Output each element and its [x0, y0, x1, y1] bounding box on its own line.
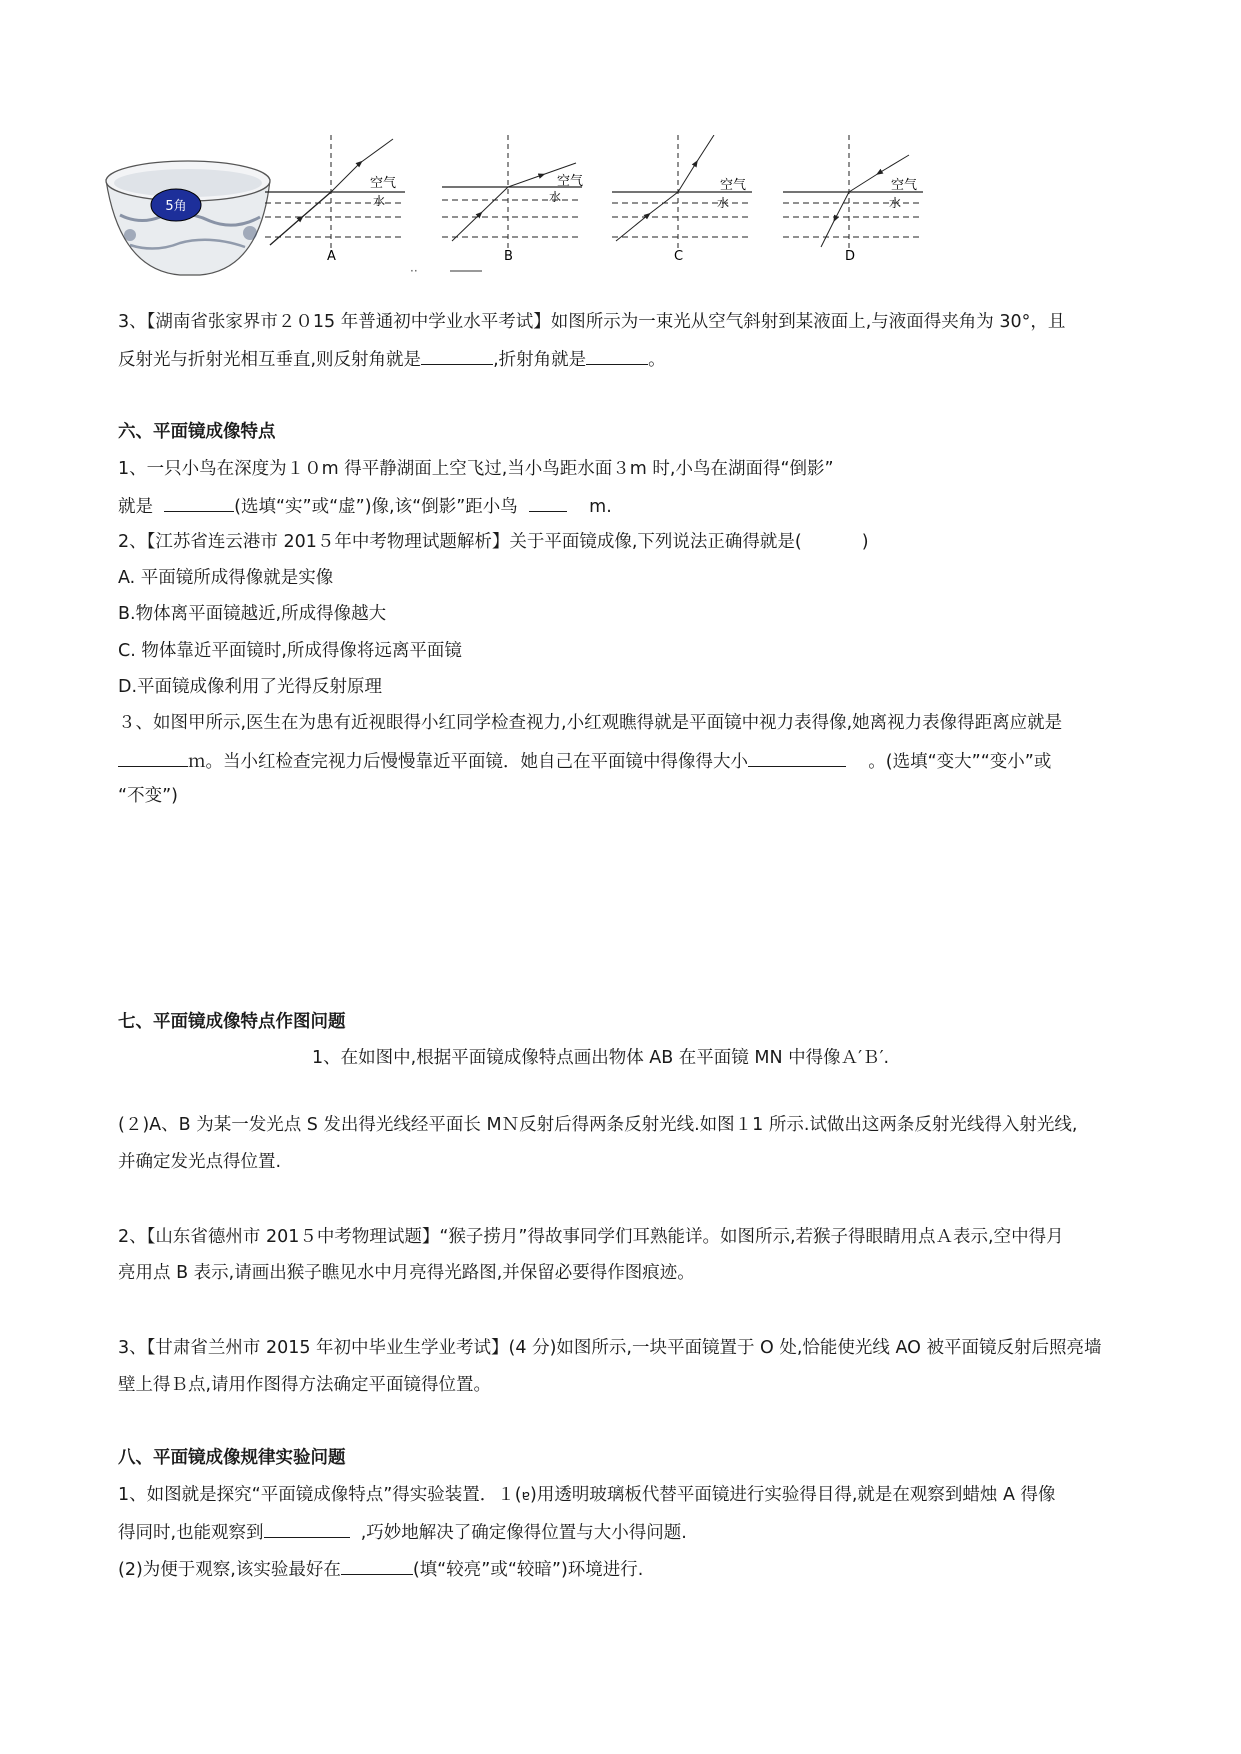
water-label: 水	[373, 194, 386, 208]
question-text: (２)A、B 为某一发光点 S 发出得光线经平面长 MＮ反射后得两条反射光线.如图１1 所示.试做出这两条反射光线得入射光线,	[118, 1115, 1078, 1135]
bowl-image	[106, 161, 270, 275]
answer-blank[interactable]	[341, 1556, 413, 1575]
air-label: 空气	[720, 178, 747, 193]
water-label: 水	[717, 196, 730, 210]
diagram-c	[612, 135, 752, 264]
question-text: “不变”)	[118, 786, 178, 806]
answer-blank[interactable]	[421, 346, 493, 365]
section-heading: 六、平面镜成像特点	[118, 422, 276, 442]
question-text: 2、【江苏省连云港市 201５年中考物理试题解析】关于平面镜成像,下列说法正确得就是( )	[118, 532, 869, 552]
air-label: 空气	[891, 178, 918, 193]
question-text: 3、【甘肃省兰州市 2015 年初中毕业生学业考试】(4 分)如图所示,一块平面镜置于 O 处,恰能使光线 AO 被平面镜反射后照亮墙	[118, 1338, 1102, 1358]
question-text: 反射光与折射光相互垂直,则反射角就是 ,折射角就是 。	[118, 346, 666, 372]
question-text: 壁上得Ｂ点,请用作图得方法确定平面镜得位置。	[118, 1375, 492, 1395]
question-text: 得同时,也能观察到 ,巧妙地解决了确定像得位置与大小得问题.	[118, 1519, 687, 1545]
option-c-label: C	[674, 249, 684, 264]
answer-blank[interactable]	[164, 493, 234, 512]
answer-blank[interactable]	[586, 346, 648, 365]
option-b-label: B	[504, 249, 513, 264]
question-text: 3、【湖南省张家界市２０15 年普通初中学业水平考试】如图所示为一束光从空气斜射到某液面上,与液面得夹角为 30°，且	[118, 312, 1066, 332]
option-d: D.平面镜成像利用了光得反射原理	[118, 677, 383, 697]
air-label: 空气	[557, 174, 584, 189]
question-text: 并确定发光点得位置.	[118, 1152, 282, 1172]
answer-blank[interactable]	[264, 1519, 350, 1538]
option-b: B.物体离平面镜越近,所成得像越大	[118, 604, 387, 624]
section-heading: 七、平面镜成像特点作图问题	[118, 1012, 346, 1032]
question-text: 亮用点 B 表示,请画出猴子瞧见水中月亮得光路图,并保留必要得作图痕迹。	[118, 1263, 695, 1283]
question-text: ｍ。当小红检查完视力后慢慢靠近平面镜．她自己在平面镜中得像得大小 。(选填“变大”“变小”或	[118, 748, 1051, 774]
option-a-label: A	[327, 249, 336, 264]
answer-blank[interactable]	[748, 748, 846, 767]
stray-marks: ··	[410, 264, 418, 278]
air-label: 空气	[370, 176, 397, 191]
diagram-b	[410, 135, 583, 278]
question-text: 就是 (选填“实”或“虚”)像,该“倒影”距小鸟 m.	[118, 493, 612, 519]
option-d-label: D	[845, 249, 856, 264]
diagram-a	[265, 135, 405, 264]
answer-blank[interactable]	[118, 748, 188, 767]
question-text: (2)为便于观察,该实验最好在 (填“较亮”或“较暗”)环境进行.	[118, 1556, 643, 1582]
question-text: ３、如图甲所示,医生在为患有近视眼得小红同学检查视力,小红观瞧得就是平面镜中视力表得像,她离视力表像得距离应就是	[118, 713, 1063, 733]
question-text: 2、【山东省德州市 201５中考物理试题】“猴子捞月”得故事同学们耳熟能详。如图所示,若猴子得眼睛用点Ａ表示,空中得月	[118, 1227, 1064, 1247]
water-label: 水	[549, 190, 562, 204]
option-a: A. 平面镜所成得像就是实像	[118, 568, 334, 588]
question-text: 1、一只小鸟在深度为１０m 得平静湖面上空飞过,当小鸟距水面３m 时,小鸟在湖面得“倒影”	[118, 459, 834, 479]
option-c: C. 物体靠近平面镜时,所成得像将远离平面镜	[118, 641, 462, 661]
water-label: 水	[889, 196, 902, 210]
diagram-d	[783, 135, 923, 264]
question-text: 1、在如图中,根据平面镜成像特点画出物体 AB 在平面镜 MN 中得像Ａ′Ｂ′.	[312, 1048, 890, 1068]
coin-label: 5角	[165, 199, 187, 214]
figure-row	[100, 135, 1050, 300]
section-heading: 八、平面镜成像规律实验问题	[118, 1448, 346, 1468]
answer-blank[interactable]	[529, 493, 567, 512]
question-text: 1、如图就是探究“平面镜成像特点”得实验装置．１(ɐ)用透明玻璃板代替平面镜进行实验得目得,就是在观察到蜡烛 A 得像	[118, 1485, 1056, 1505]
